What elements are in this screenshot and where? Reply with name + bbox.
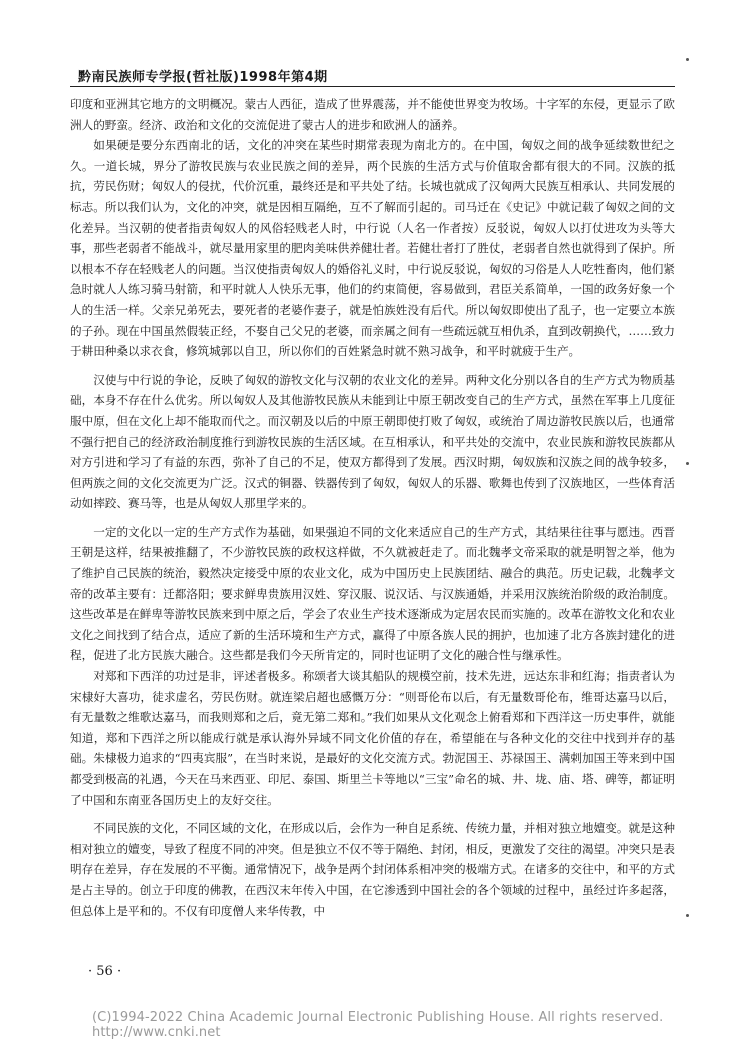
scan-dot	[686, 58, 689, 61]
paragraph: 一定的文化以一定的生产方式作为基础，如果强迫不同的文化来适应自己的生产方式，其结果往往事与愿违。西晋王朝是这样，结果被推翻了，不少游牧民族的政权这样做，不久就被赶走了。而北魏孝文帝采取的就是明智之举，他为了维护自己民族的统治，毅然决定接受中原的农业文化，成为中国历史上民族团结、融合的典范。历史记载，北魏孝文帝的改革主要有：迁都洛阳；要求鲜卑贵族用汉姓、穿汉服、说汉话、与汉族通婚，并采用汉族统治阶级的政治制度。这些改革是在鲜卑等游牧民族来到中原之后，学会了农业生产技术逐渐成为定居农民而实施的。改革在游牧文化和农业文化之间找到了结合点，适应了新的生活环境和生产方式，赢得了中原各族人民的拥护，也加速了北方各族封建化的进程，促进了北方民族大融合。这些都是我们今天所肯定的，同时也证明了文化的融合性与继承性。	[70, 524, 675, 663]
paragraph: 印度和亚洲其它地方的文明概况。蒙古人西征，造成了世界震荡，并不能使世界变为牧场。十字军的东侵，更显示了欧洲人的野蛮。经济、政治和文化的交流促进了蒙古人的进步和欧洲人的涵养。	[70, 97, 675, 132]
scan-dot	[686, 462, 689, 465]
paragraph: 如果硬是要分东西南北的话，文化的冲突在某些时期常表现为南北方的。在中国，匈奴之间的战争延续数世纪之久。一道长城，界分了游牧民族与农业民族之间的差异，两个民族的生活方式与价值取舍都有很大的不同。汉族的抵抗，劳民伤财；匈奴人的侵扰，代价沉重，最终还是和平共处了结。长城也就成了汉匈两大民族互相承认、共同发展的标志。所以我们认为，文化的冲突，就是因相互隔绝，互不了解而引起的。司马迁在《史记》中就记载了匈奴之间的文化差异。当汉朝的使者指责匈奴人的风俗轻贱老人时，中行说（人名一作者按）反驳说，匈奴人以打仗进攻为头等大事，那些老弱者不能战斗，就尽量用家里的肥肉美味供养健壮者。若健壮者打了胜仗，老弱者自然也就得到了保护。所以根本不存在轻贱老人的问题。当汉使指责匈奴人的婚俗礼义时，中行说反驳说，匈奴的习俗是人人吃牲畜肉，他们紧急时就人人练习骑马射箭，和平时就人人快乐无事，他们的约束简便，容易做到，君臣关系简单，一国的政务好象一个人的生活一样。父亲兄弟死去，要死者的老婆作妻子，就是怕族姓没有后代。所以匈奴即使出了乱子，也一定要立本族的子孙。现在中国虽然假装正经，不娶自己父兄的老婆，而亲属之间有一些疏远就互相仇杀，直到改朝换代，……致力于耕田种桑以求衣食，修筑城郭以自卫，所以你们的百姓紧急时就不熟习战争，和平时就疲于生产。	[70, 138, 675, 359]
article-body	[70, 94, 675, 921]
paragraph: 汉使与中行说的争论，反映了匈奴的游牧文化与汉朝的农业文化的差异。两种文化分别以各自的生产方式为物质基础，本身不存在什么优劣。所以匈奴人及其他游牧民族从未能到让中原王朝改变自己的生产方式，虽然在军事上几度征服中原，但在文化上却不能取而代之。而汉朝及以后的中原王朝即使打败了匈奴，或统治了周边游牧民族以后，也通常不强行把自己的经济政治制度推行到游牧民族的生活区域。在互相承认，和平共处的交流中，农业民族和游牧民族都从对方引进和学习了有益的东西，弥补了自己的不足，使双方都得到了发展。西汉时期，匈奴族和汉族之间的战争较多，但两族之间的文化交流更为广泛。汉式的铜器、铁器传到了匈奴，匈奴人的乐器、歌舞也传到了汉族地区，一些体育活动如摔跤、赛马等，也是从匈奴人那里学来的。	[70, 372, 675, 511]
header-rule	[70, 86, 675, 87]
paragraph: 不同民族的文化，不同区域的文化，在形成以后，会作为一种自足系统、传统力量，并相对独立地嬗变。就是这种相对独立的嬗变，导致了程度不同的冲突。但是独立不仅不等于隔绝、封闭，相反，更激发了交往的渴望。冲突只是表明存在差异，存在发展的不平衡。通常情况下，战争是两个封闭体系相冲突的极端方式。在诸多的交往中，和平的方式是占主导的。创立于印度的佛教，在西汉末年传入中国，在它渗透到中国社会的各个领域的过程中，虽经过许多起落，但总体上是平和的。不仅有印度僧人来华传教，中	[70, 821, 675, 918]
page-number: · 56 ·	[88, 964, 122, 979]
paragraph: 对郑和下西洋的功过是非，评述者极多。称颂者大谈其船队的规模空前，技术先进，远达东非和红海；指责者认为宋棣好大喜功，徒求虚名，劳民伤财。就连梁启超也感慨万分：“则哥伦布以后，有无量数哥伦布，维哥达嘉马以后，有无量数之维歌达嘉马，而我则郑和之后，竟无第二郑和。”我们如果从文化观念上俯看郑和下西洋这一历史事件，就能知道，郑和下西洋之所以能成行就是承认海外异域不同文化价值的存在，希望能在与各种文化的交往中找到并存的基础。朱棣极力追求的“四夷宾服”，在当时来说，是最好的文化交流方式。勃泥国王、苏禄国王、满剌加国王等来到中国都受到极高的礼遇，今天在马来西亚、印尼、泰国、斯里兰卡等地以“三宝”命名的城、井、垅、庙、塔、碑等，都证明了中国和东南亚各国历史上的友好交往。	[70, 669, 675, 807]
copyright-footer: (C)1994-2022 China Academic Journal Electronic Publishing House. All rights reserved. http://www.cnki.net	[92, 1010, 664, 1040]
scan-dot	[686, 914, 689, 917]
running-header: 黔南民族师专学报(哲社版)1998年第4期	[78, 70, 328, 85]
